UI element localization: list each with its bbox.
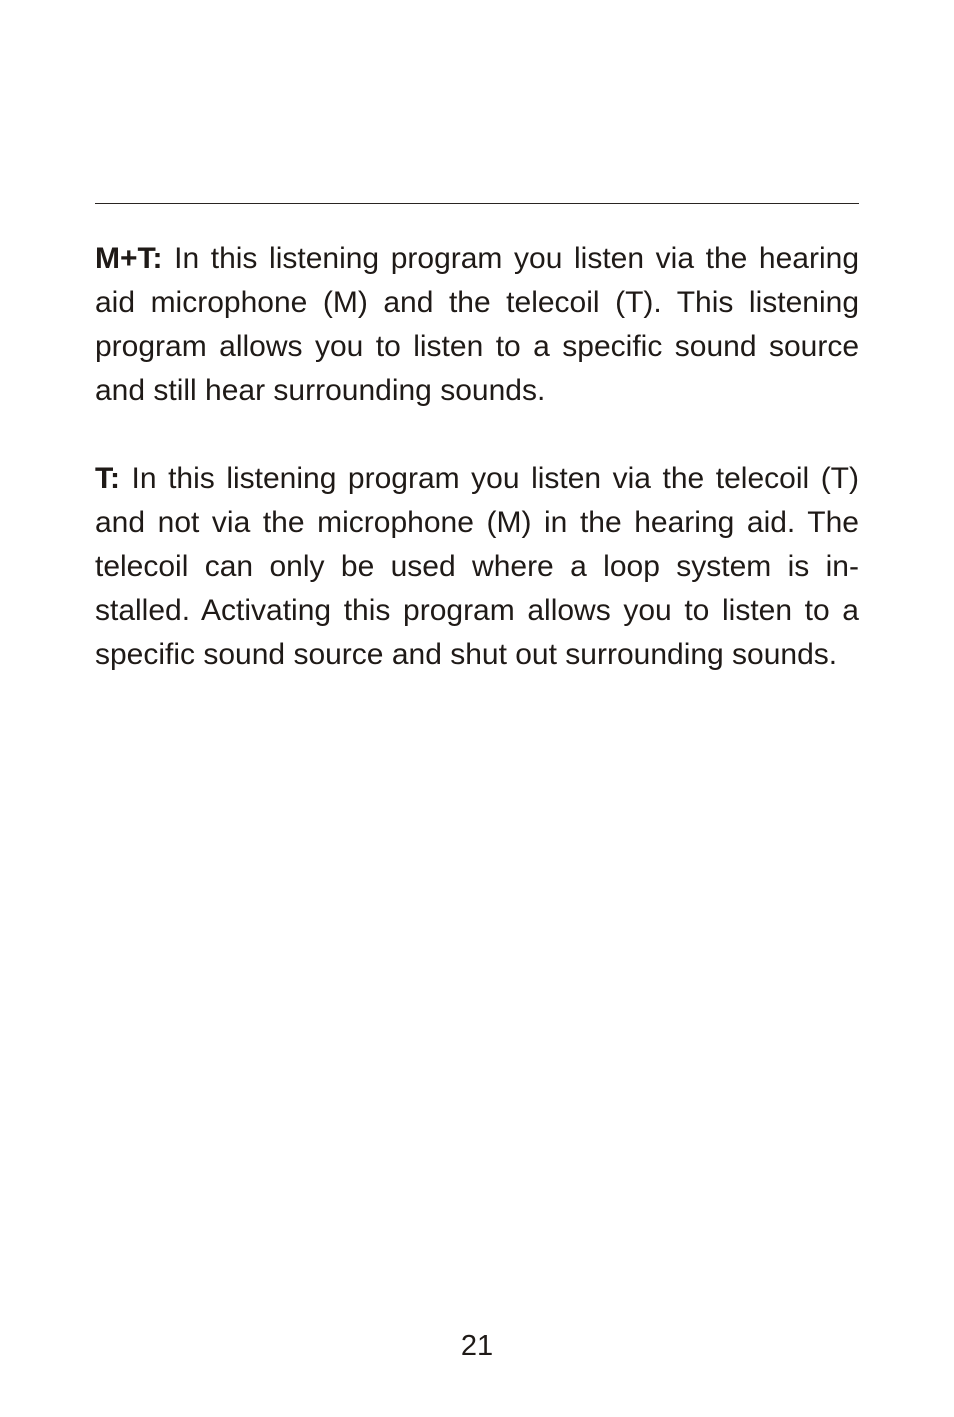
section-text: In this listening program you listen via the hearing aid microphone (M) and the telecoil (T). This listening program allows you to listen to a specific sound source and still hear surrounding sounds. xyxy=(95,242,859,407)
section-term: T: xyxy=(95,462,120,495)
document-body xyxy=(95,237,859,721)
header-rule xyxy=(95,203,859,204)
page-number: 21 xyxy=(460,1330,494,1362)
section-t xyxy=(95,457,859,677)
section-text: In this listening program you listen via the telecoil (T) and not via the microphone (M) in the hearing aid. The telecoil can only be used where a loop system is installed. Activating this program allows you to listen to a specific sound source and shut out surrounding sounds. xyxy=(95,462,859,671)
section-term: M+T: xyxy=(95,242,163,275)
section-m-plus-t xyxy=(95,237,859,413)
